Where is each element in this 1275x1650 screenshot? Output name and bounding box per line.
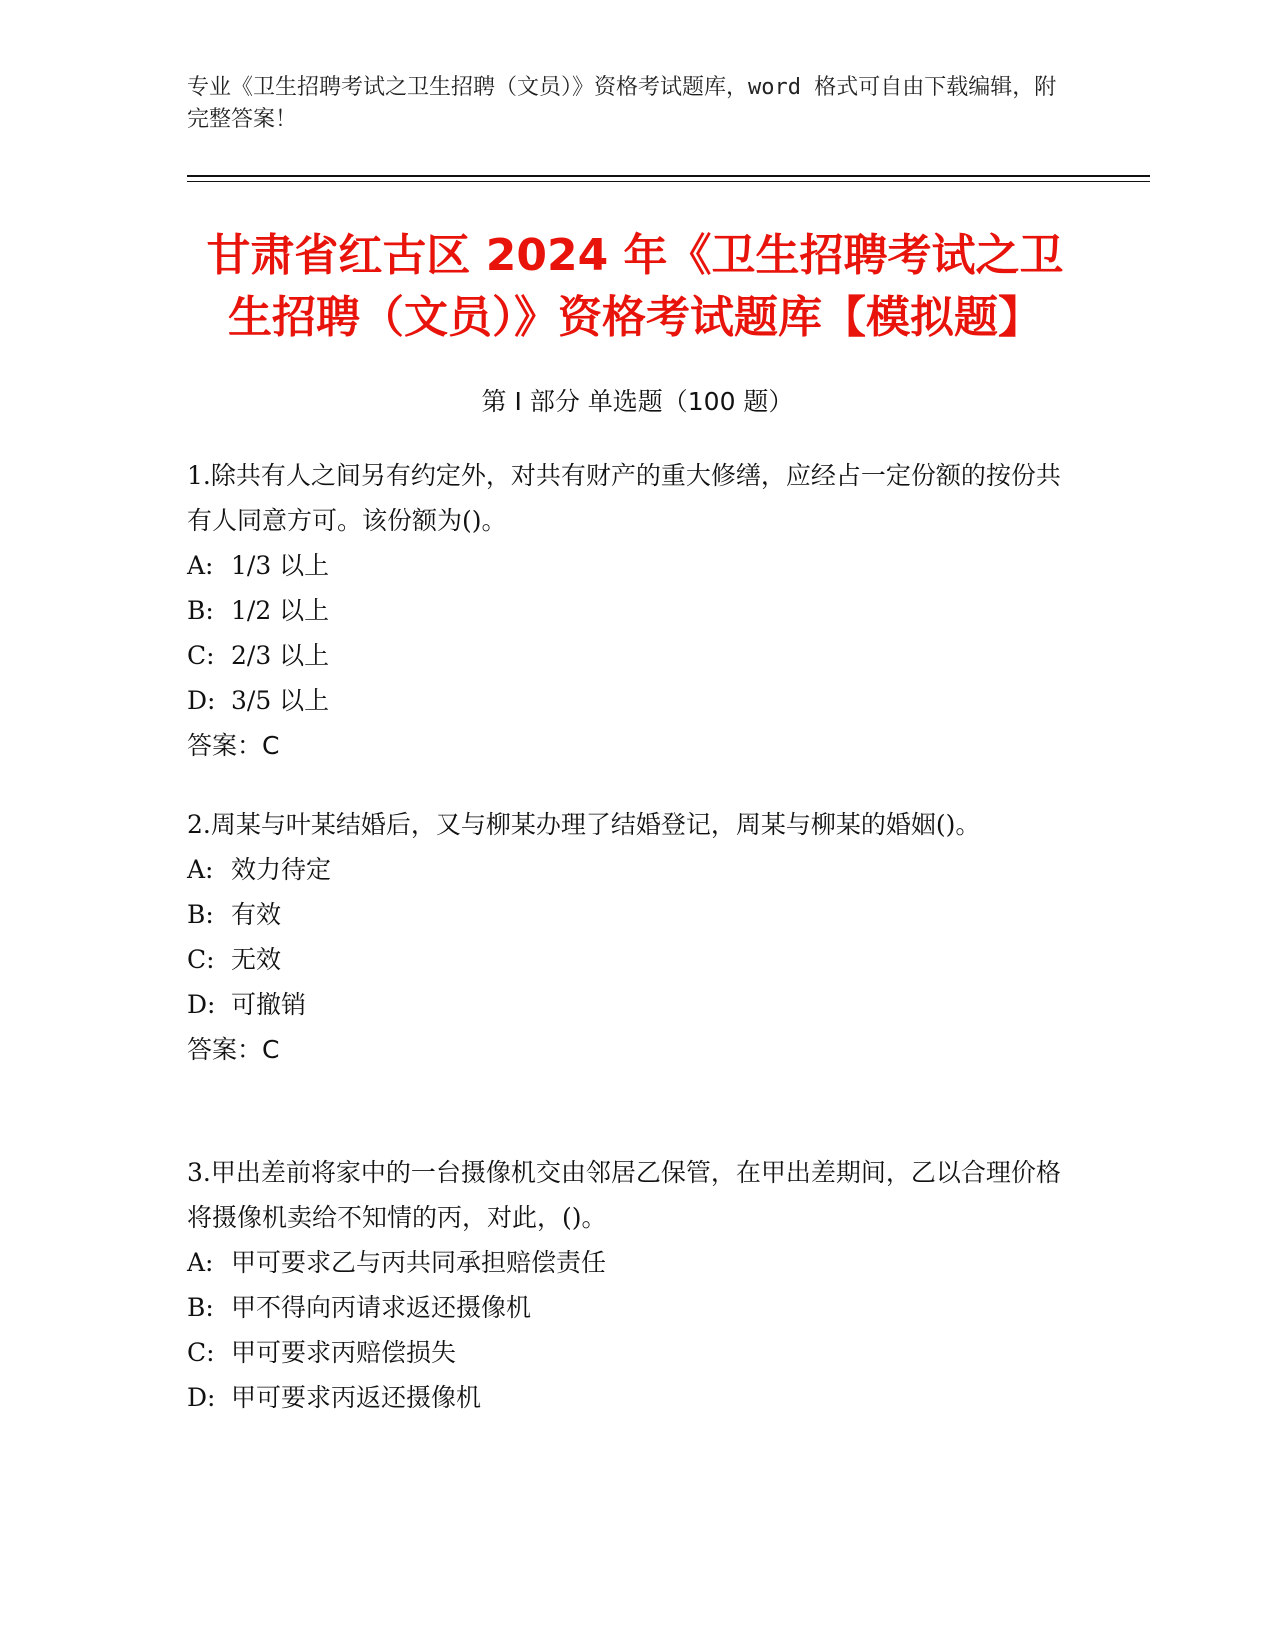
option-text: 甲不得向丙请求返还摄像机	[231, 1293, 532, 1322]
option-text: 3/5 以上	[231, 686, 330, 715]
option-letter: B:	[187, 1293, 214, 1322]
option-letter: A:	[187, 1248, 214, 1277]
option-text: 可撤销	[231, 990, 307, 1019]
option-d	[187, 678, 1067, 723]
document-title: 甘肃省红古区 2024 年《卫生招聘考试之卫生招聘（文员）》资格考试题库【模拟题】	[206, 230, 1064, 343]
question-1	[187, 453, 1067, 768]
option-text: 2/3 以上	[231, 641, 330, 670]
option-text: 1/3 以上	[231, 551, 330, 580]
header-divider-thin	[187, 181, 1150, 182]
option-letter: D:	[187, 1383, 216, 1412]
option-a	[187, 1240, 1067, 1285]
option-text: 1/2 以上	[231, 596, 330, 625]
option-c	[187, 633, 1067, 678]
option-text: 效力待定	[231, 855, 332, 884]
option-a	[187, 543, 1067, 588]
question-3	[187, 1150, 1067, 1420]
option-d	[187, 1375, 1067, 1420]
option-letter: D:	[187, 686, 216, 715]
option-d	[187, 982, 1067, 1027]
option-b	[187, 892, 1067, 937]
option-c	[187, 1330, 1067, 1375]
question-stem: 2.周某与叶某结婚后，又与柳某办理了结婚登记，周某与柳某的婚姻()。	[187, 810, 981, 839]
option-letter: C:	[187, 641, 215, 670]
option-text: 有效	[231, 900, 282, 929]
option-letter: C:	[187, 1338, 215, 1367]
option-b	[187, 1285, 1067, 1330]
answer-line: 答案：C	[187, 1035, 280, 1064]
option-text: 甲可要求丙返还摄像机	[231, 1383, 482, 1412]
option-letter: A:	[187, 855, 214, 884]
option-a	[187, 847, 1067, 892]
question-stem: 1.除共有人之间另有约定外，对共有财产的重大修缮，应经占一定份额的按份共有人同意方可。该份额为()。	[187, 461, 1061, 535]
option-letter: B:	[187, 596, 214, 625]
answer-line: 答案：C	[187, 731, 280, 760]
option-letter: C:	[187, 945, 215, 974]
header-note: 专业《卫生招聘考试之卫生招聘（文员）》资格考试题库，word 格式可自由下载编辑，附完整答案！	[187, 75, 1057, 132]
option-letter: B:	[187, 900, 214, 929]
question-stem: 3.甲出差前将家中的一台摄像机交由邻居乙保管，在甲出差期间，乙以合理价格将摄像机卖给不知情的丙，对此，()。	[187, 1158, 1061, 1232]
option-letter: D:	[187, 990, 216, 1019]
option-text: 甲可要求丙赔偿损失	[231, 1338, 457, 1367]
option-text: 甲可要求乙与丙共同承担赔偿责任	[231, 1248, 607, 1277]
header-divider-thick	[187, 175, 1150, 177]
option-b	[187, 588, 1067, 633]
section-heading: 第 I 部分 单选题（100 题）	[481, 387, 794, 416]
option-letter: A:	[187, 551, 214, 580]
question-2	[187, 802, 1067, 1072]
option-c	[187, 937, 1067, 982]
option-text: 无效	[231, 945, 282, 974]
